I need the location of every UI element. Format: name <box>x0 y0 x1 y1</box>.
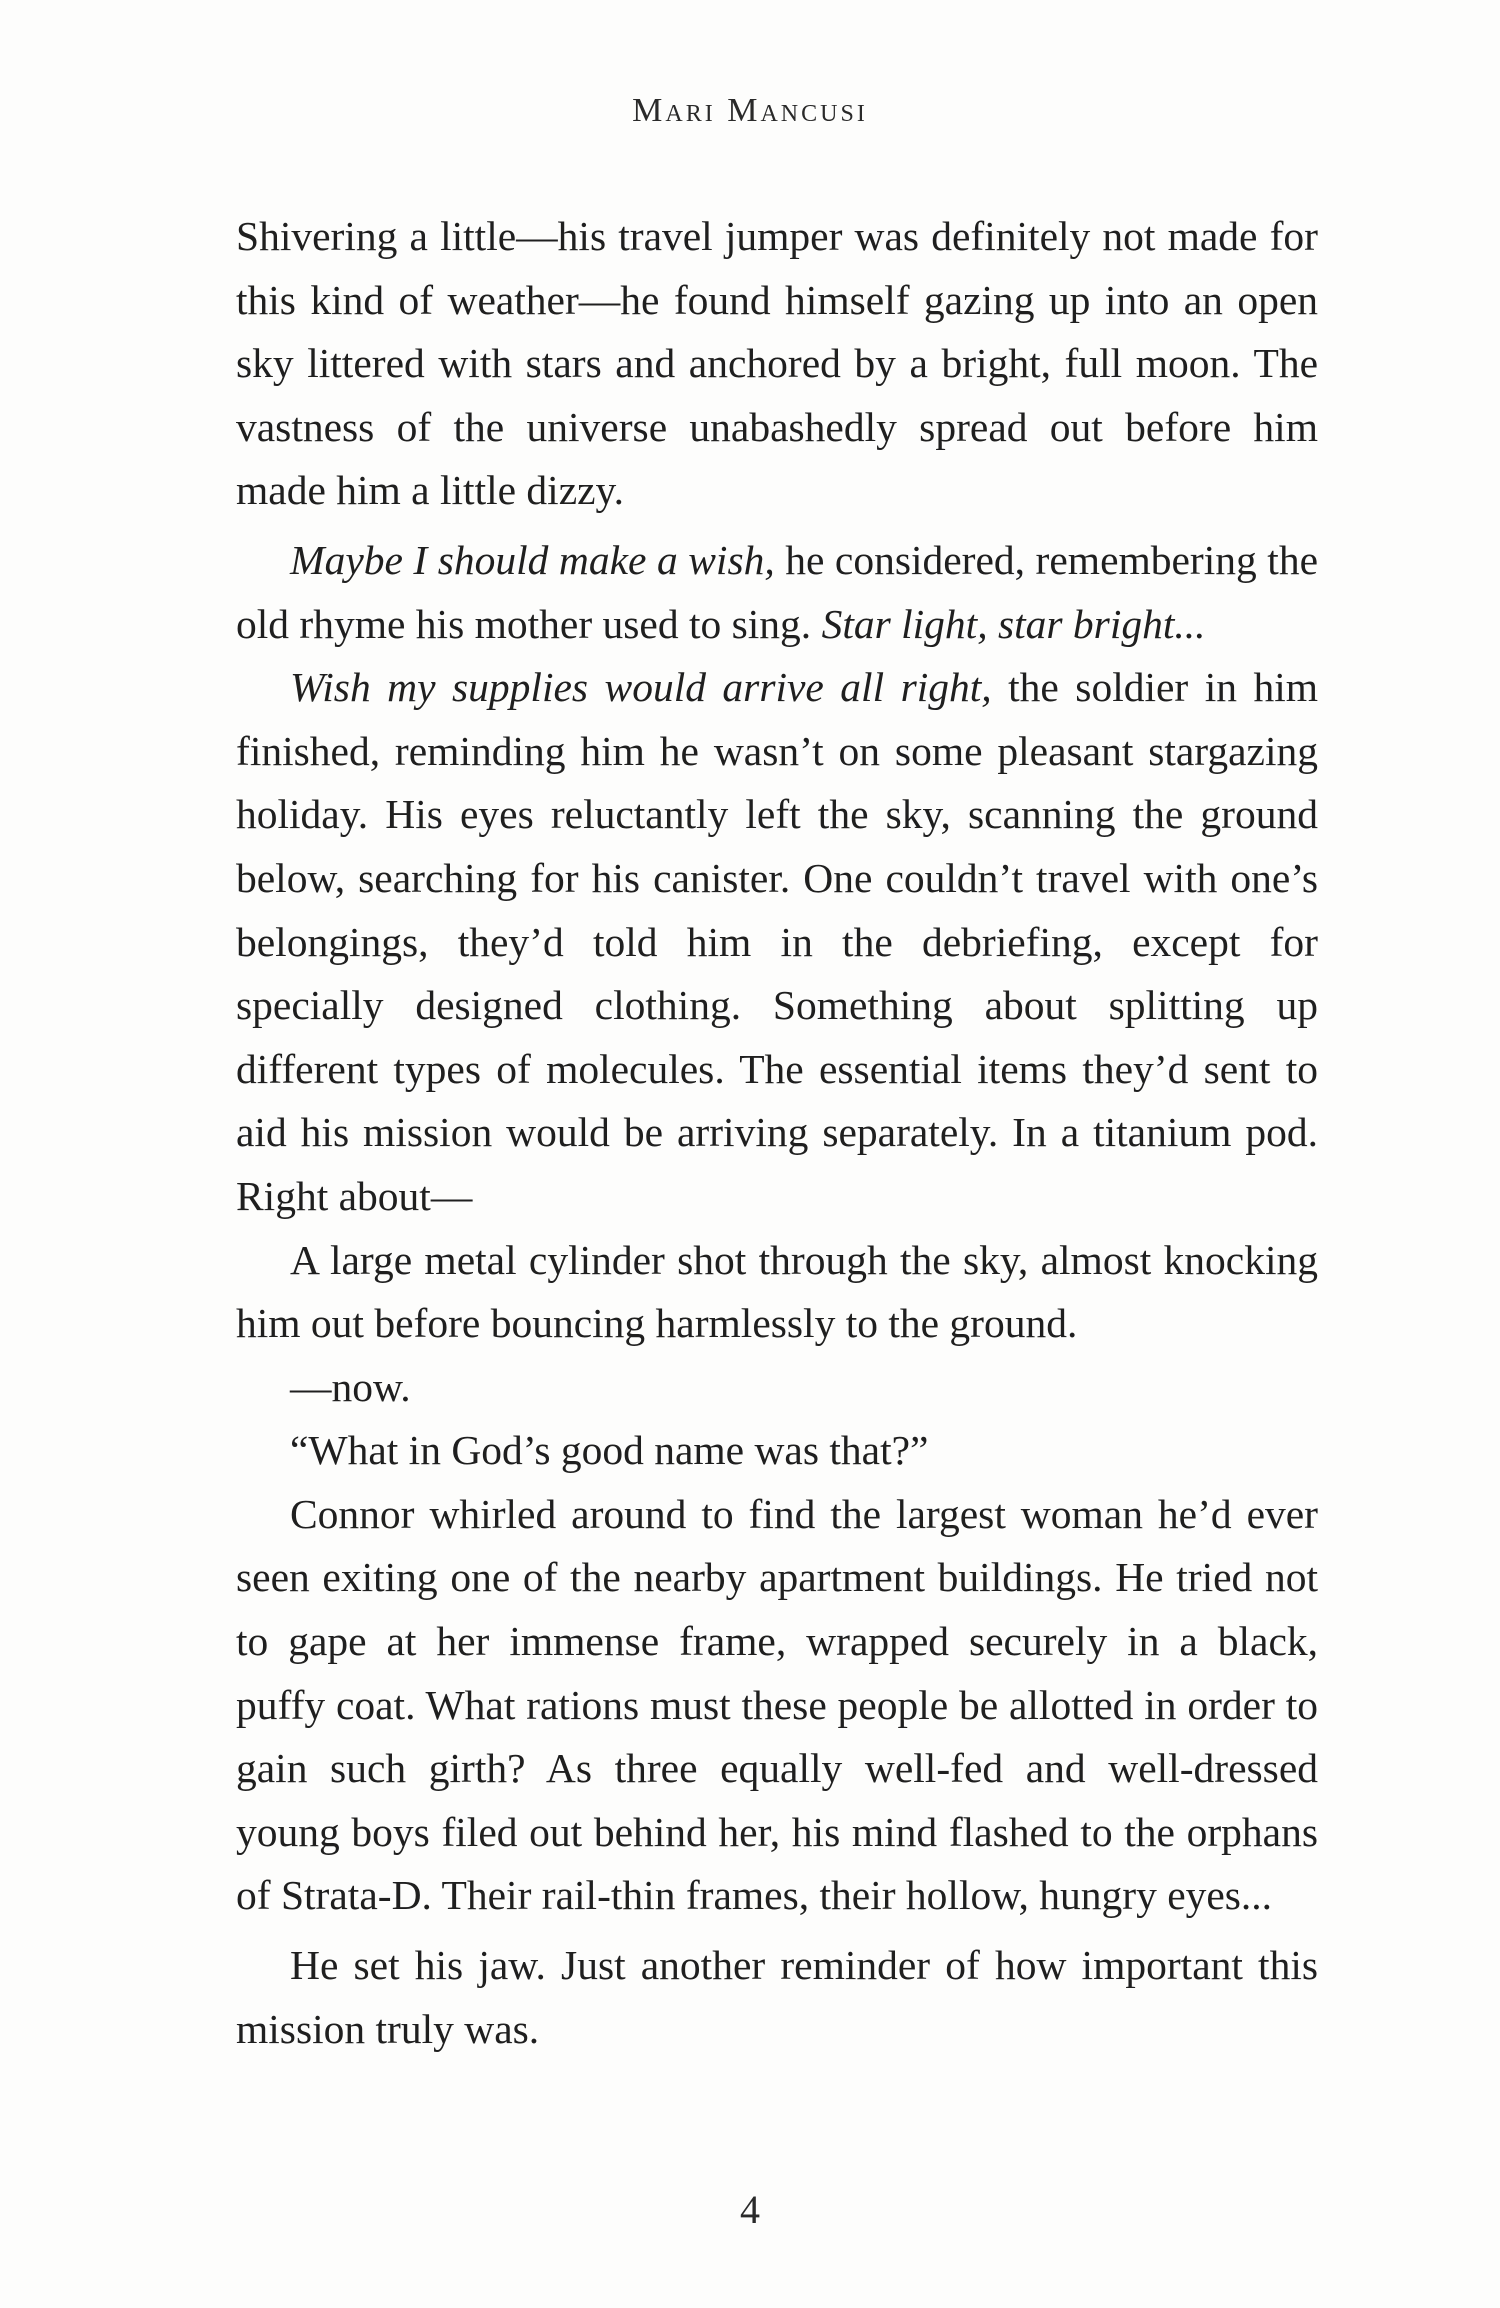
body-text <box>236 205 1318 2061</box>
paragraph-3-italic: Wish my supplies would arrive all right, <box>290 664 992 711</box>
paragraph-2-text: he considered, remembering the old rhyme his mother used to sing. <box>236 536 1318 647</box>
paragraph-5: —now. <box>290 1363 411 1410</box>
paragraph-8: He set his jaw. Just another reminder of how important this mission truly was. <box>236 1942 1318 2052</box>
paragraph-2 <box>236 529 1318 656</box>
paragraph-2-italic-a: Maybe I should make a wish, <box>290 536 775 583</box>
paragraph-1: Shivering a little—his travel jumper was definitely not made for this kind of weather—he found himself gazing up into an open sky littered with stars and anchored by a bright, full moon. The vastness of the universe unabashedly spread out before him made him a little dizzy. <box>236 213 1318 514</box>
paragraph-4: A large metal cylinder shot through the sky, almost knocking him out before bouncing harmlessly to the ground. <box>236 1236 1318 1347</box>
page-number: 4 <box>740 2187 760 2232</box>
paragraph-7: Connor whirled around to find the largest woman he’d ever seen exiting one of the nearby apartment buildings. He tried not to gape at her immense frame, wrapped securely in a black, puffy coat. What rations must these people be allotted in order to gain such girth? As three equally well-fed and well-dressed young boys filed out behind her, his mind flashed to the orphans of Strata-D. Their rail-thin frames, their hollow, hungry eyes... <box>236 1490 1318 1919</box>
running-head: Mari Mancusi <box>632 92 868 129</box>
paragraph-3-text: the soldier in him finished, reminding him he wasn’t on some pleasant stargazing holiday. His eyes reluctantly left the sky, scanning the ground below, searching for his canister. One couldn’t travel with one’s belongings, they’d told him in the debriefing, except for specially designed clothing. Something about splitting up different types of molecules. The essential items they’d sent to aid his mission would be arriving separately. In a titanium pod. Right about— <box>236 664 1318 1219</box>
paragraph-2-italic-b: Star light, star bright... <box>821 600 1206 647</box>
paragraph-6: “What in God’s good name was that?” <box>290 1427 929 1474</box>
paragraph-3 <box>236 656 1318 1228</box>
